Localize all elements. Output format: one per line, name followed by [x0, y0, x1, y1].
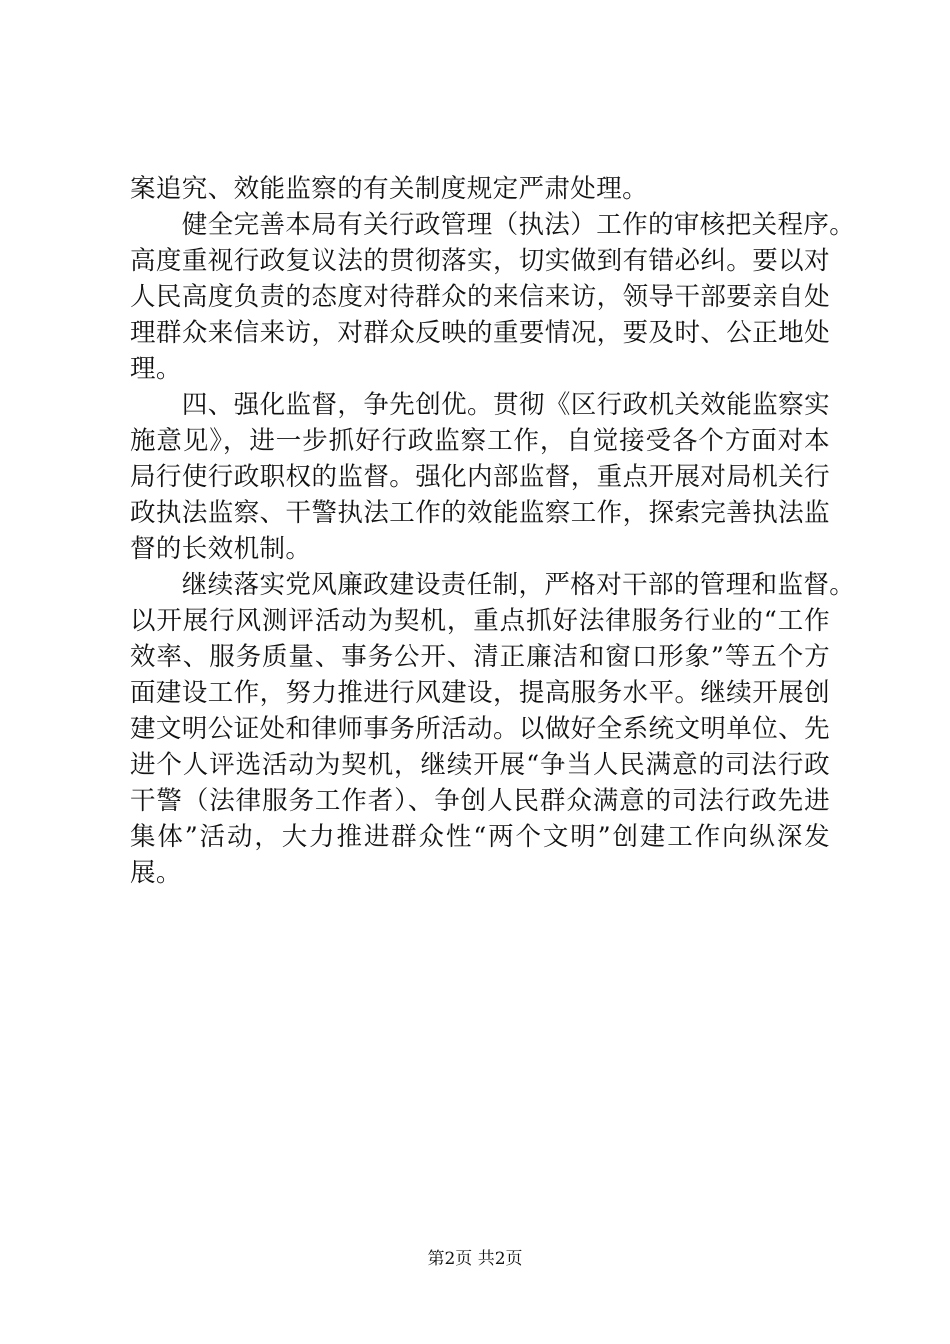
document-body [130, 171, 856, 891]
text-line: 干警（法律服务工作者）、争创人民群众满意的司法行政先进 [130, 786, 830, 816]
text-line: 理。 [130, 354, 182, 384]
text-line: 健全完善本局有关行政管理（执法）工作的审核把关程序。 [130, 210, 856, 240]
text-line: 以开展行风测评活动为契机，重点抓好法律服务行业的“工作 [130, 606, 830, 636]
text-line: 案追究、效能监察的有关制度规定严肃处理。 [130, 174, 649, 204]
text-line: 效率、服务质量、事务公开、清正廉洁和窗口形象”等五个方 [130, 642, 830, 672]
text-line: 集体”活动，大力推进群众性“两个文明”创建工作向纵深发 [130, 822, 830, 852]
text-line: 人民高度负责的态度对待群众的来信来访，领导干部要亲自处 [130, 282, 830, 312]
text-line: 四、强化监督，争先创优。贯彻《区行政机关效能监察实 [130, 390, 830, 420]
text-line: 施意见》，进一步抓好行政监察工作，自觉接受各个方面对本 [130, 426, 830, 456]
text-line: 面建设工作，努力推进行风建设，提高服务水平。继续开展创 [130, 678, 830, 708]
text-line: 政执法监察、干警执法工作的效能监察工作，探索完善执法监 [130, 498, 830, 528]
text-line: 展。 [130, 858, 182, 888]
text-line: 建文明公证处和律师事务所活动。以做好全系统文明单位、先 [130, 714, 830, 744]
text-line: 进个人评选活动为契机，继续开展“争当人民满意的司法行政 [130, 750, 830, 780]
page-number-footer: 第2页 共2页 [427, 1249, 523, 1269]
text-line: 高度重视行政复议法的贯彻落实，切实做到有错必纠。要以对 [130, 246, 830, 276]
text-line: 理群众来信来访，对群众反映的重要情况，要及时、公正地处 [130, 318, 830, 348]
text-line: 继续落实党风廉政建设责任制，严格对干部的管理和监督。 [130, 570, 856, 600]
text-line: 局行使行政职权的监督。强化内部监督，重点开展对局机关行 [130, 462, 830, 492]
text-line: 督的长效机制。 [130, 534, 312, 564]
